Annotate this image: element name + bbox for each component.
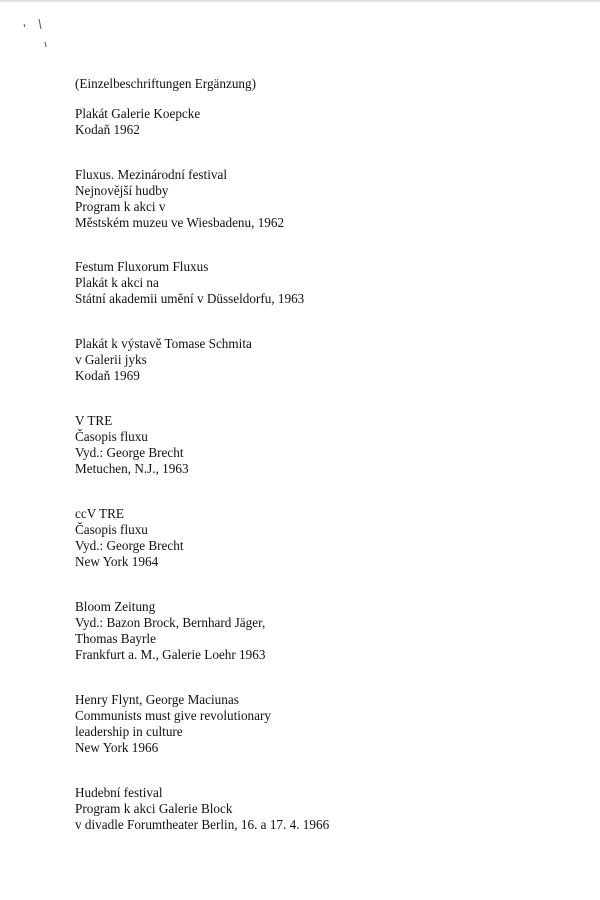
- entry-line: Frankfurt a. M., Galerie Loehr 1963: [75, 647, 266, 662]
- entry-line: Kodaň 1969: [75, 368, 140, 383]
- entry-bloom-zeitung: [75, 599, 575, 663]
- entry-schmit-exhibition: [75, 336, 575, 384]
- entry-line: Státní akademii umění v Düsseldorfu, 1963: [75, 291, 305, 306]
- entry-line: Hudební festival: [75, 785, 163, 800]
- entry-line: Kodaň 1962: [75, 122, 140, 137]
- pen-marks-icon: [20, 16, 60, 56]
- entry-line: Časopis fluxu: [75, 429, 148, 444]
- page-top-edge: [0, 0, 600, 3]
- entry-line: V TRE: [75, 413, 113, 428]
- entry-line: Plakát k výstavě Tomase Schmita: [75, 336, 252, 351]
- entry-line: Vyd.: Bazon Brock, Bernhard Jäger,: [75, 615, 266, 630]
- entry-line: Communists must give revolutionary: [75, 708, 271, 723]
- entry-line: New York 1966: [75, 740, 159, 755]
- entry-line: Časopis fluxu: [75, 522, 148, 537]
- entry-line: Program k akci v: [75, 199, 166, 214]
- entry-line: Vyd.: George Brecht: [75, 538, 184, 553]
- entry-fluxus-festival: [75, 167, 575, 231]
- entry-line: Plakát k akci na: [75, 275, 159, 290]
- entry-line: Plakát Galerie Koepcke: [75, 106, 201, 121]
- document-body: [75, 76, 575, 833]
- entry-line: Bloom Zeitung: [75, 599, 156, 614]
- entry-flynt-maciunas: [75, 692, 575, 756]
- entry-line: Henry Flynt, George Maciunas: [75, 692, 239, 707]
- entry-line: Fluxus. Mezinárodní festival: [75, 167, 227, 182]
- entry-line: New York 1964: [75, 554, 159, 569]
- entry-music-festival-berlin: [75, 785, 575, 833]
- entry-line: ccV TRE: [75, 506, 124, 521]
- entry-line: leadership in culture: [75, 724, 183, 739]
- entry-line: v Galerii jyks: [75, 352, 147, 367]
- entry-koepcke-poster: [75, 106, 575, 138]
- entry-line: Nejnovější hudby: [75, 183, 169, 198]
- entry-line: Metuchen, N.J., 1963: [75, 461, 189, 476]
- document-header: [75, 76, 575, 92]
- entry-v-tre-1963: [75, 413, 575, 477]
- entry-line: Festum Fluxorum Fluxus: [75, 259, 209, 274]
- entry-festum-fluxorum: [75, 259, 575, 307]
- entry-line: Program k akci Galerie Block: [75, 801, 233, 816]
- entry-line: v divadle Forumtheater Berlin, 16. a 17. 4. 1966: [75, 817, 330, 832]
- entry-ccv-tre-1964: [75, 506, 575, 570]
- header-text: (Einzelbeschriftungen Ergänzung): [75, 76, 257, 91]
- entry-line: Thomas Bayrle: [75, 631, 156, 646]
- entry-line: Vyd.: George Brecht: [75, 445, 184, 460]
- entry-line: Městském muzeu ve Wiesbadenu, 1962: [75, 215, 285, 230]
